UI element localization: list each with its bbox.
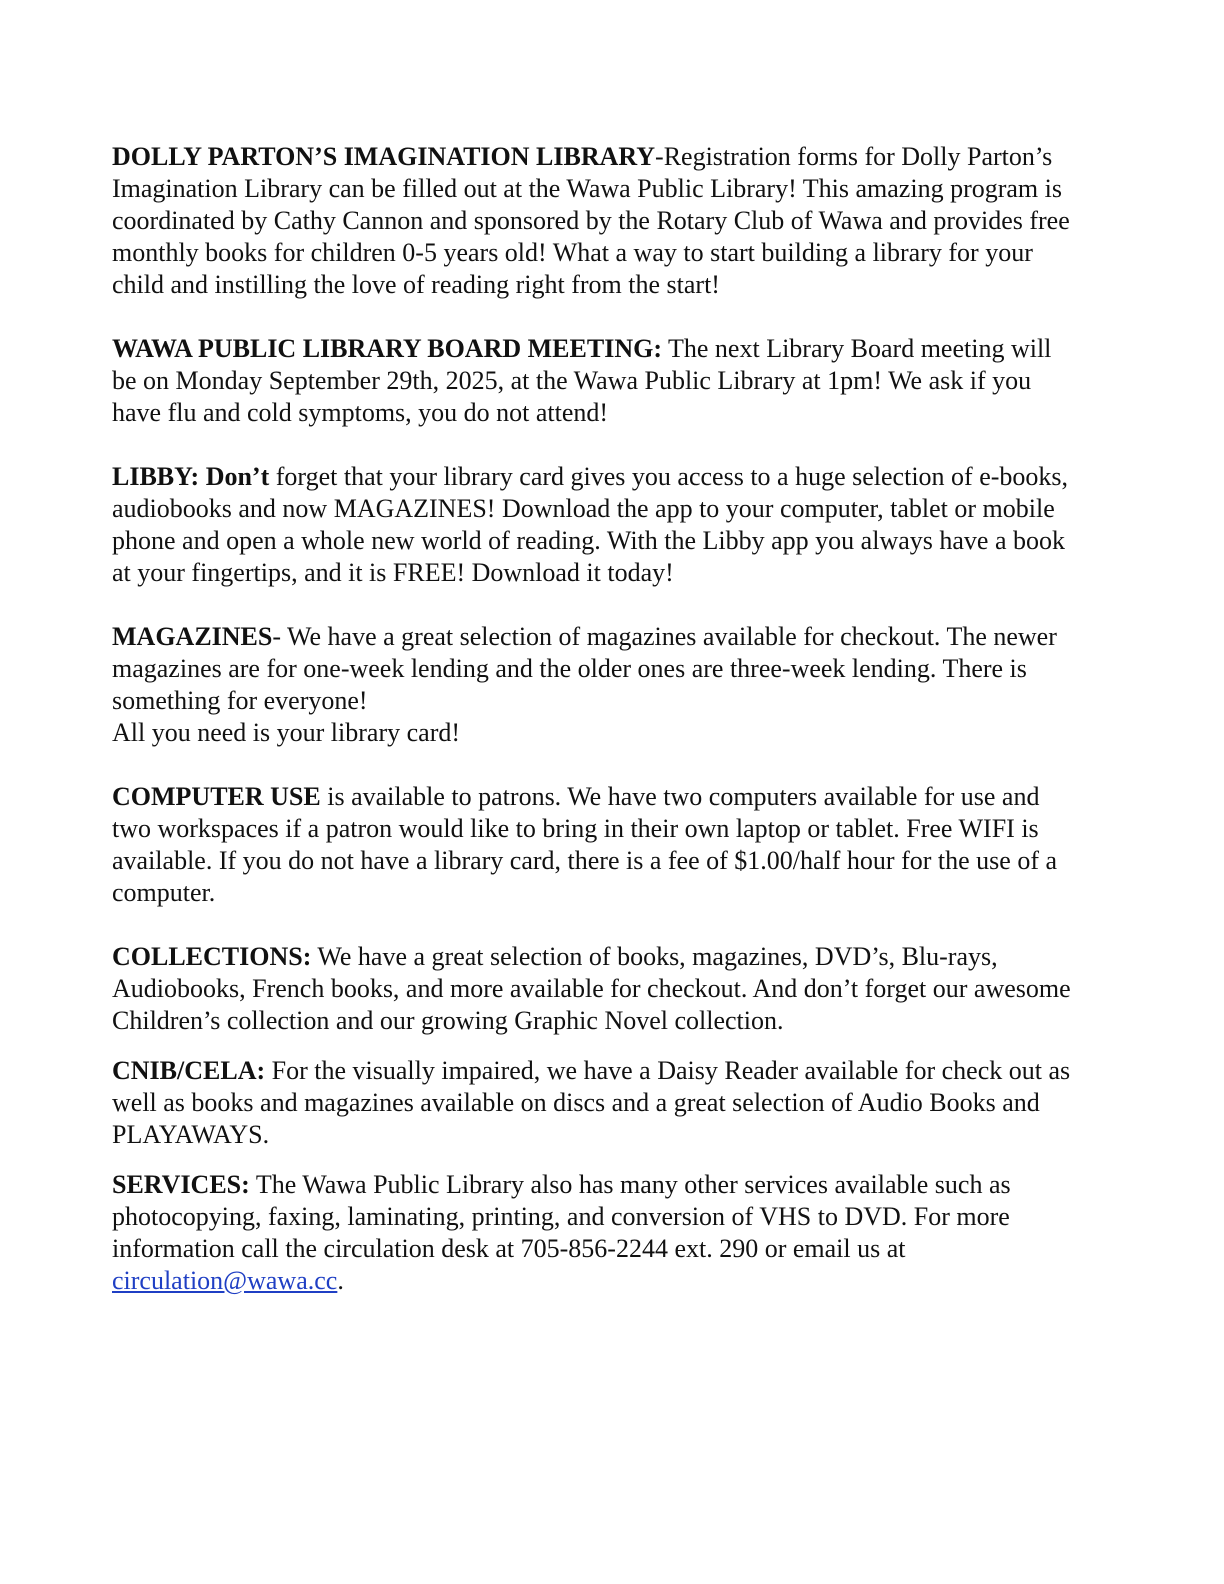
section-collections [112,941,1082,1037]
section-computer-use [112,781,1082,909]
section-title: COLLECTIONS: [112,942,312,971]
document-page [112,141,1082,1297]
section-body: forget that your library card gives you access to a huge selection of e-books, audiobooks and now MAGAZINES! Download the app to your computer, tablet or mobile phone and open a whole new world of reading. With the Libby app you always have a book at your fingertips, and it is FREE! Download it today! [112,462,1069,587]
section-body-line2: All you need is your library card! [112,718,461,747]
section-title: CNIB/CELA: [112,1056,266,1085]
section-body: The next Library Board meeting will be on Monday September 29th, 2025, at the Wawa Public Library at 1pm! We ask if you have flu and cold symptoms, you do not attend! [112,334,1052,427]
section-libby [112,461,1082,589]
section-title: MAGAZINES [112,622,273,651]
section-title: COMPUTER USE [112,782,321,811]
section-dolly-parton [112,141,1082,301]
section-body: is available to patrons. We have two computers available for use and two workspaces if a patron would like to bring in their own laptop or tablet. Free WIFI is available. If you do not have a library card, there is a fee of $1.00/half hour for the use of a computer. [112,782,1058,907]
section-board-meeting [112,333,1082,429]
section-body: -Registration forms for Dolly Parton’s Imagination Library can be filled out at the Wawa Public Library! This amazing program is coordinated by Cathy Cannon and sponsored by the Rotary Club of Wawa and provides free monthly books for children 0-5 years old! What a way to start building a library for your child and instilling the love of reading right from the start! [112,142,1070,299]
email-link[interactable]: circulation@wawa.cc [112,1266,338,1295]
section-end: . [337,1266,344,1295]
section-title: DOLLY PARTON’S IMAGINATION LIBRARY [112,142,656,171]
section-body: - We have a great selection of magazines available for checkout. The newer magazines are for one-week lending and the older ones are three-week lending. There is something for everyone! [112,622,1057,715]
section-magazines [112,621,1082,749]
section-title: SERVICES: [112,1170,250,1199]
section-body: For the visually impaired, we have a Daisy Reader available for check out as well as books and magazines available on discs and a great selection of Audio Books and PLAYAWAYS. [112,1056,1071,1149]
section-title: LIBBY: Don’t [112,462,270,491]
section-services [112,1169,1082,1297]
section-title: WAWA PUBLIC LIBRARY BOARD MEETING: [112,334,662,363]
section-body: We have a great selection of books, magazines, DVD’s, Blu-rays, Audiobooks, French books, and more available for checkout. And don’t forget our awesome Children’s collection and our growing Graphic Novel collection. [112,942,1071,1035]
section-body: The Wawa Public Library also has many other services available such as photocopying, faxing, laminating, printing, and conversion of VHS to DVD. For more information call the circulation desk at 705-856-2244 ext. 290 or email us at [112,1170,1011,1263]
section-cnib-cela [112,1055,1082,1151]
